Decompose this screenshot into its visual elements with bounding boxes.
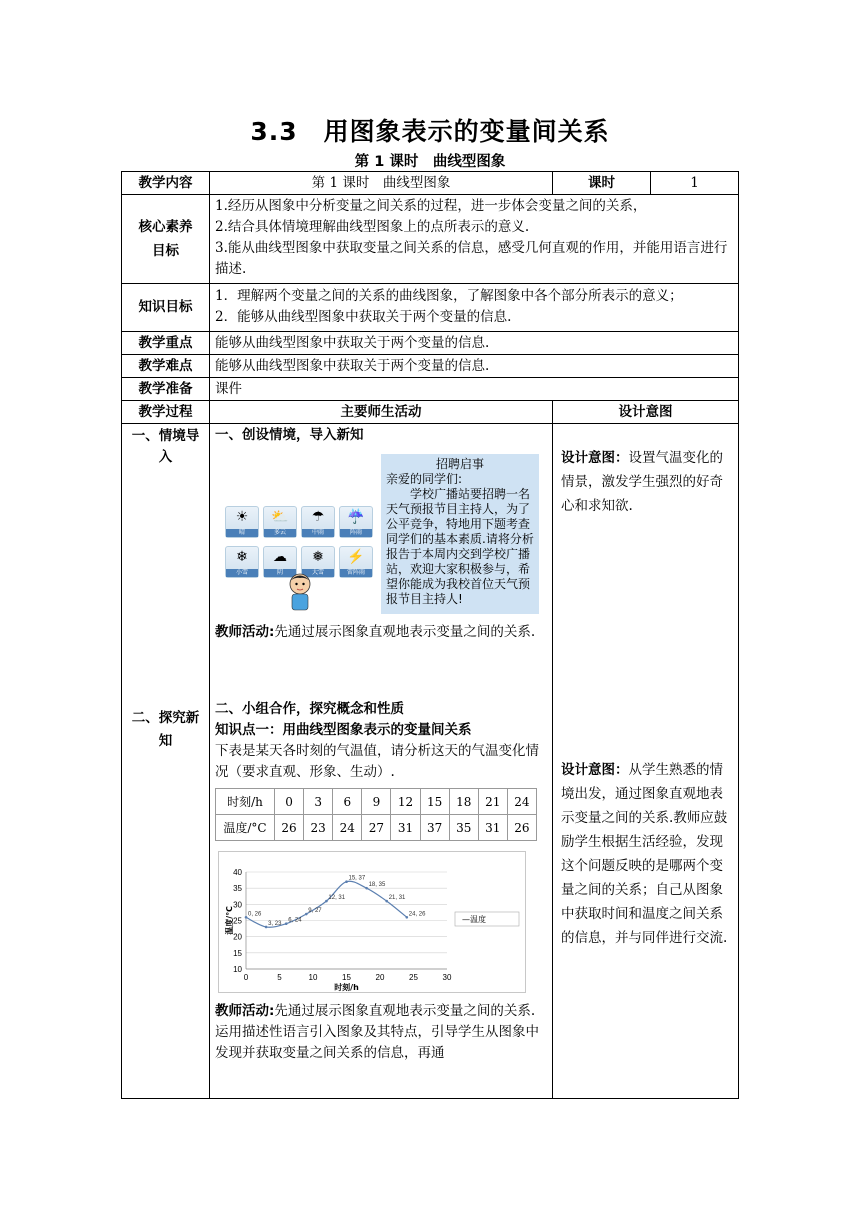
row-content	[122, 172, 739, 195]
weather-icon: ☔	[347, 509, 365, 525]
knowledge-point-1: 知识点一：用曲线型图象表示的变量间关系	[215, 722, 472, 738]
stage2-heading: 二、小组合作，探究概念和性质	[215, 701, 404, 717]
temperature-chart-frame	[218, 851, 526, 993]
y-tick-label: 20	[233, 932, 242, 942]
weather-icon: ☁	[273, 549, 287, 565]
knowledge-line-2: 2．能够从曲线型图象中获取关于两个变量的信息.	[215, 309, 512, 325]
y-tick-label: 35	[233, 884, 242, 894]
temp-row-label: 温度/°C	[216, 815, 275, 841]
x-tick-label: 30	[442, 973, 452, 982]
data-point	[365, 887, 368, 890]
core-line-1: 1.经历从图象中分析变量之间关系的过程，进一步体会变量之间的关系，	[215, 198, 647, 214]
period-label: 课时	[553, 172, 651, 195]
x-tick-label: 20	[375, 973, 385, 982]
intent-label: 设计意图	[553, 401, 739, 424]
stage-labels	[122, 424, 210, 1099]
lesson-plan-table	[121, 171, 739, 1099]
weather-icon-grid	[225, 506, 375, 578]
process-label: 教学过程	[122, 401, 210, 424]
key-label: 教学重点	[122, 332, 210, 355]
data-label: 18, 35	[368, 882, 386, 889]
weather-label: 小雪	[226, 569, 258, 577]
y-axis-title: 温度/℃	[225, 906, 234, 935]
time-row	[216, 789, 537, 815]
core-goals	[210, 195, 739, 284]
x-tick-label: 25	[409, 973, 418, 982]
row-process-header	[122, 401, 739, 424]
stage1-heading: 一、创设情境，导入新知	[215, 427, 364, 443]
weather-tile	[225, 506, 259, 538]
content-value: 第 1 课时 曲线型图象	[210, 172, 553, 195]
data-point	[265, 926, 268, 929]
temp-cell: 37	[420, 815, 449, 841]
notice-greeting: 亲爱的同学们:	[386, 472, 463, 486]
difficulty-label: 教学难点	[122, 355, 210, 378]
data-point	[285, 922, 288, 925]
time-cell: 12	[391, 789, 420, 815]
knowledge-label: 知识目标	[122, 284, 210, 332]
time-row-label: 时刻/h	[216, 789, 275, 815]
activity-label: 主要师生活动	[210, 401, 553, 424]
weather-label: 阵雨	[340, 529, 372, 537]
y-tick-label: 10	[233, 965, 242, 974]
stage2-label: 二、探究新知	[131, 710, 200, 749]
data-point	[305, 913, 308, 916]
weather-tile	[225, 546, 259, 578]
temperature-chart	[219, 852, 525, 992]
recruitment-poster	[225, 454, 545, 614]
data-label: 6, 24	[288, 917, 302, 924]
time-cell: 24	[507, 789, 536, 815]
intents-cell	[553, 424, 739, 1099]
data-label: 0, 26	[248, 911, 262, 918]
data-label: 3, 23	[268, 920, 282, 927]
data-label: 24, 26	[408, 911, 426, 918]
knowledge-line-1: 1．理解两个变量之间的关系的曲线图象，了解图象中各个部分所表示的意义；	[215, 288, 683, 304]
row-core	[122, 195, 739, 284]
x-axis-title: 时刻/h	[334, 983, 359, 992]
activities-cell	[210, 424, 553, 1099]
time-cell: 0	[275, 789, 304, 815]
temp-cell: 31	[391, 815, 420, 841]
x-tick-label: 15	[342, 973, 351, 982]
boy-figure-icon	[285, 572, 315, 612]
weather-icon: ❅	[312, 549, 324, 565]
page-title: 3.3 用图象表示的变量间关系	[250, 117, 610, 146]
temperature-table	[215, 788, 537, 841]
time-cell: 6	[333, 789, 362, 815]
stage2-intent	[561, 758, 730, 950]
core-label-text: 核心素养目标	[138, 219, 193, 259]
core-line-3: 3.能从曲线型图象中获取变量之间关系的信息，感受几何直观的作用，并能用语言进行描述.	[215, 240, 728, 277]
weather-icon: ⚡	[347, 549, 365, 565]
prep-label: 教学准备	[122, 378, 210, 401]
time-cell: 18	[449, 789, 478, 815]
notice-body: 学校广播站要招聘一名天气预报节目主持人，为了公平竞争，特地用下题考查同学们的基本素质.请将分析报告于本周内交到学校广播站，欢迎大家积极参与，希望你能成为我校首位天气预报节目主持人!	[386, 487, 534, 606]
y-tick-label: 25	[233, 916, 242, 926]
temp-cell: 31	[478, 815, 507, 841]
weather-icon: ⛅	[271, 509, 289, 525]
stage1-label: 一、情境导入	[131, 428, 200, 465]
content-label: 教学内容	[122, 172, 210, 195]
temp-cell: 26	[275, 815, 304, 841]
row-knowledge	[122, 284, 739, 332]
stage1-intent-text: 设置气温变化的情景，激发学生强烈的好奇心和求知欲.	[561, 450, 723, 514]
difficulty-value: 能够从曲线型图象中获取关于两个变量的信息.	[210, 355, 739, 378]
stage2-intro: 下表是某天各时刻的气温值，请分析这天的气温变化情况（要求直观、形象、生动）.	[215, 743, 539, 780]
stage2-teacher-text: 先通过展示图象直观地表示变量之间的关系. 运用描述性语言引入图象及其特点，引导学生从图象中发现并获取变量之间关系的信息，再通	[215, 1003, 539, 1061]
knowledge-goals	[210, 284, 739, 332]
temp-cell: 23	[304, 815, 333, 841]
stage1-intent-label: 设计意图：	[561, 450, 629, 466]
time-cell: 15	[420, 789, 449, 815]
weather-icon: ☀	[235, 509, 249, 525]
temp-cell: 27	[362, 815, 391, 841]
time-cell: 3	[304, 789, 333, 815]
x-tick-label: 10	[308, 973, 318, 982]
stage1-teacher-label: 教师活动:	[215, 624, 275, 640]
y-tick-label: 40	[233, 868, 242, 877]
weather-tile	[301, 506, 335, 538]
weather-icon: ☂	[311, 509, 325, 525]
weather-tile	[263, 506, 297, 538]
row-key	[122, 332, 739, 355]
weather-tile	[339, 506, 373, 538]
temp-row	[216, 815, 537, 841]
y-tick-label: 30	[233, 900, 242, 910]
temp-cell: 26	[507, 815, 536, 841]
row-prep	[122, 378, 739, 401]
x-tick-label: 0	[243, 973, 249, 982]
notice-title: 招聘启事	[435, 457, 484, 471]
weather-label: 阴	[264, 569, 296, 577]
page-subtitle: 第 1 课时 曲线型图象	[354, 154, 506, 170]
time-cell: 9	[362, 789, 391, 815]
stage1-teacher	[215, 622, 547, 643]
stage2-intent-label: 设计意图：	[561, 762, 629, 778]
period-value: 1	[651, 172, 739, 195]
data-point	[406, 916, 409, 919]
stage1-teacher-text: 先通过展示图象直观地表示变量之间的关系.	[274, 624, 536, 640]
data-point	[345, 880, 348, 883]
weather-icon: ❄	[236, 549, 248, 565]
stage2-teacher-label: 教师活动:	[215, 1003, 275, 1019]
time-cell: 21	[478, 789, 507, 815]
data-label: 15, 37	[348, 875, 366, 882]
data-point	[245, 916, 248, 919]
row-process-body	[122, 424, 739, 1099]
core-label	[122, 195, 210, 284]
prep-value: 课件	[210, 378, 739, 401]
weather-label: 中雨	[302, 529, 334, 537]
weather-label: 多云	[264, 529, 296, 537]
stage2-teacher	[215, 1001, 547, 1064]
data-label: 21, 31	[388, 895, 406, 902]
key-value: 能够从曲线型图象中获取关于两个变量的信息.	[210, 332, 739, 355]
temp-cell: 24	[333, 815, 362, 841]
weather-label: 晴	[226, 529, 258, 537]
data-point	[325, 900, 328, 903]
data-point	[385, 900, 388, 903]
stage2-intent-text: 从学生熟悉的情境出发，通过图象直观地表示变量之间的关系.教师应鼓励学生根据生活经验，发现这个问题反映的是哪两个变量之间的关系；自己从图象中获取时间和温度之间关系的信息，并与同伴进行交流.	[561, 762, 728, 946]
row-difficulty	[122, 355, 739, 378]
temp-cell: 35	[449, 815, 478, 841]
legend-entry: —温度	[462, 915, 486, 924]
stage1-intent	[561, 446, 730, 518]
weather-label: 雷阵雨	[340, 569, 372, 577]
weather-label: 大雪	[302, 569, 334, 577]
recruitment-notice	[381, 454, 539, 614]
data-label: 9, 27	[308, 908, 322, 915]
core-line-2: 2.结合具体情境理解曲线型图象上的点所表示的意义.	[215, 219, 530, 235]
weather-tile	[339, 546, 373, 578]
x-tick-label: 5	[277, 973, 282, 982]
data-label: 12, 31	[328, 895, 346, 902]
y-tick-label: 15	[233, 948, 242, 958]
